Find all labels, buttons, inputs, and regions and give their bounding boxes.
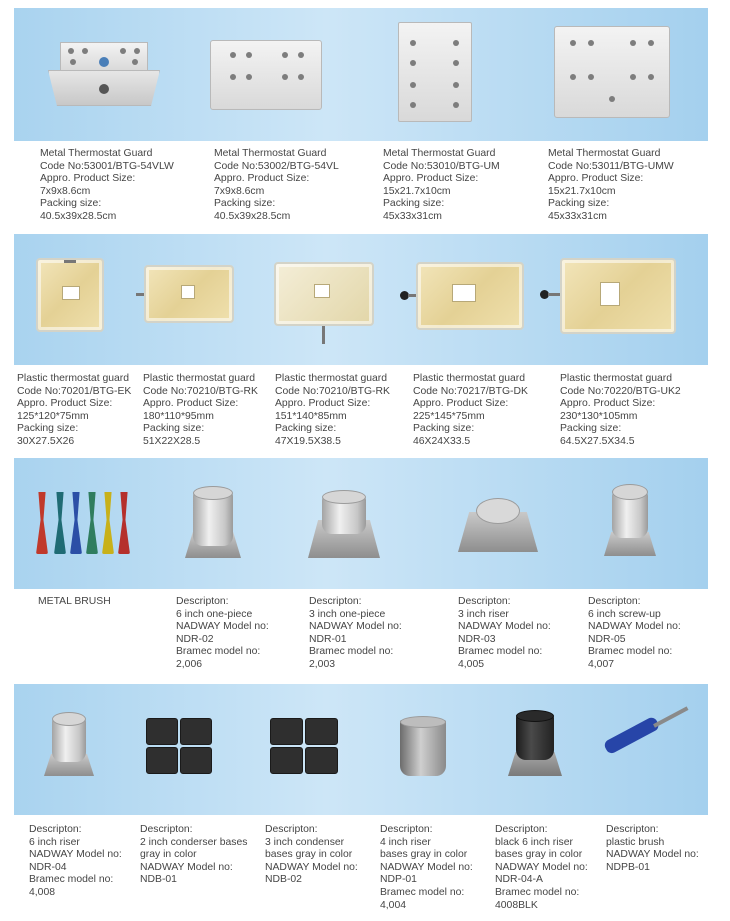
caption-plastic-brush-ndpb-01: Descripton: plastic brush NADWAY Model no: NDPB-01 — [606, 824, 699, 873]
caption-riser-ndr-04-a: Descripton: black 6 inch riser bases gray in color NADWAY Model no: NDR-04-A Bramec model no: 4008BLK — [495, 824, 588, 911]
caption-metal-guard-53002: Metal Thermostat Guard Code No:53002/BTG-54VL Appro. Product Size: 7x9x8.6cm Packing size: 40.5x39x28.5cm — [214, 148, 339, 222]
plastic-guard-70217-image — [400, 262, 526, 330]
caption-riser-ndr-03: Descripton: 3 inch riser NADWAY Model no: NDR-03 Bramec model no: 4,005 — [458, 596, 551, 670]
caption-riser-ndr-02: Descripton: 6 inch one-piece NADWAY Model no: NDR-02 Bramec model no: 2,006 — [176, 596, 269, 670]
caption-plastic-guard-70220: Plastic thermostat guard Code No:70220/BTG-UK2 Appro. Product Size: 230*130*105mm Packing size: 64.5X27.5X34.5 — [560, 373, 681, 447]
riser-ndp-01-image — [400, 716, 446, 776]
caption-metal-guard-53010: Metal Thermostat Guard Code No:53010/BTG-UM Appro. Product Size: 15x21.7x10cm Packing size: 45x33x31cm — [383, 148, 500, 222]
caption-riser-ndp-01: Descripton: 4 inch riser bases gray in color NADWAY Model no: NDP-01 Bramec model no: 4,004 — [380, 824, 473, 911]
plastic-guard-70210-image — [136, 265, 236, 323]
caption-plastic-guard-70201: Plastic thermostat guard Code No:70201/BTG-EK Appro. Product Size: 125*120*75mm Packing size: 30X27.5X26 — [17, 373, 132, 447]
riser-ndr-04-a-image — [508, 710, 562, 776]
riser-ndr-04-image — [44, 712, 94, 776]
caption-riser-ndr-05: Descripton: 6 inch screw-up NADWAY Model no: NDR-05 Bramec model no: 4,007 — [588, 596, 681, 670]
caption-metal-brush: METAL BRUSH — [38, 596, 111, 607]
caption-metal-guard-53001: Metal Thermostat Guard Code No:53001/BTG-54VLW Appro. Product Size: 7x9x8.6cm Packing size: 40.5x39x28.5cm — [40, 148, 174, 222]
condenser-base-ndb-01-image — [146, 718, 214, 776]
metal-guard-53011-image — [554, 26, 670, 118]
riser-ndr-01-image — [308, 488, 380, 560]
plastic-brush-ndpb-01-image — [606, 712, 696, 772]
riser-ndr-03-image — [458, 490, 538, 558]
condenser-base-ndb-02-image — [270, 718, 340, 776]
caption-condenser-base-ndb-01: Descripton: 2 inch conderser bases gray in color NADWAY Model no: NDB-01 — [140, 824, 248, 886]
caption-riser-ndr-04: Descripton: 6 inch riser NADWAY Model no: NDR-04 Bramec model no: 4,008 — [29, 824, 122, 898]
plastic-guard-70210-b-image — [274, 262, 374, 344]
caption-plastic-guard-70210: Plastic thermostat guard Code No:70210/BTG-RK Appro. Product Size: 180*110*95mm Packing size: 51X22X28.5 — [143, 373, 258, 447]
metal-guard-53002-image — [210, 40, 322, 110]
metal-guard-53001-image — [48, 42, 160, 106]
caption-condenser-base-ndb-02: Descripton: 3 inch condenser bases gray in color NADWAY Model no: NDB-02 — [265, 824, 358, 886]
plastic-guard-70220-image — [540, 258, 678, 334]
caption-metal-guard-53011: Metal Thermostat Guard Code No:53011/BTG-UMW Appro. Product Size: 15x21.7x10cm Packing size: 45x33x31cm — [548, 148, 674, 222]
plastic-guard-70201-image — [36, 258, 104, 332]
caption-plastic-guard-70210-b: Plastic thermostat guard Code No:70210/BTG-RK Appro. Product Size: 151*140*85mm Packing size: 47X19.5X38.5 — [275, 373, 390, 447]
riser-ndr-02-image — [185, 486, 241, 560]
riser-ndr-05-image — [604, 484, 656, 558]
caption-plastic-guard-70217: Plastic thermostat guard Code No:70217/BTG-DK Appro. Product Size: 225*145*75mm Packing size: 46X24X33.5 — [413, 373, 528, 447]
metal-brush-image — [34, 492, 134, 556]
metal-guard-53010-image — [398, 22, 472, 122]
caption-riser-ndr-01: Descripton: 3 inch one-piece NADWAY Model no: NDR-01 Bramec model no: 2,003 — [309, 596, 402, 670]
product-band-bases — [14, 684, 708, 815]
